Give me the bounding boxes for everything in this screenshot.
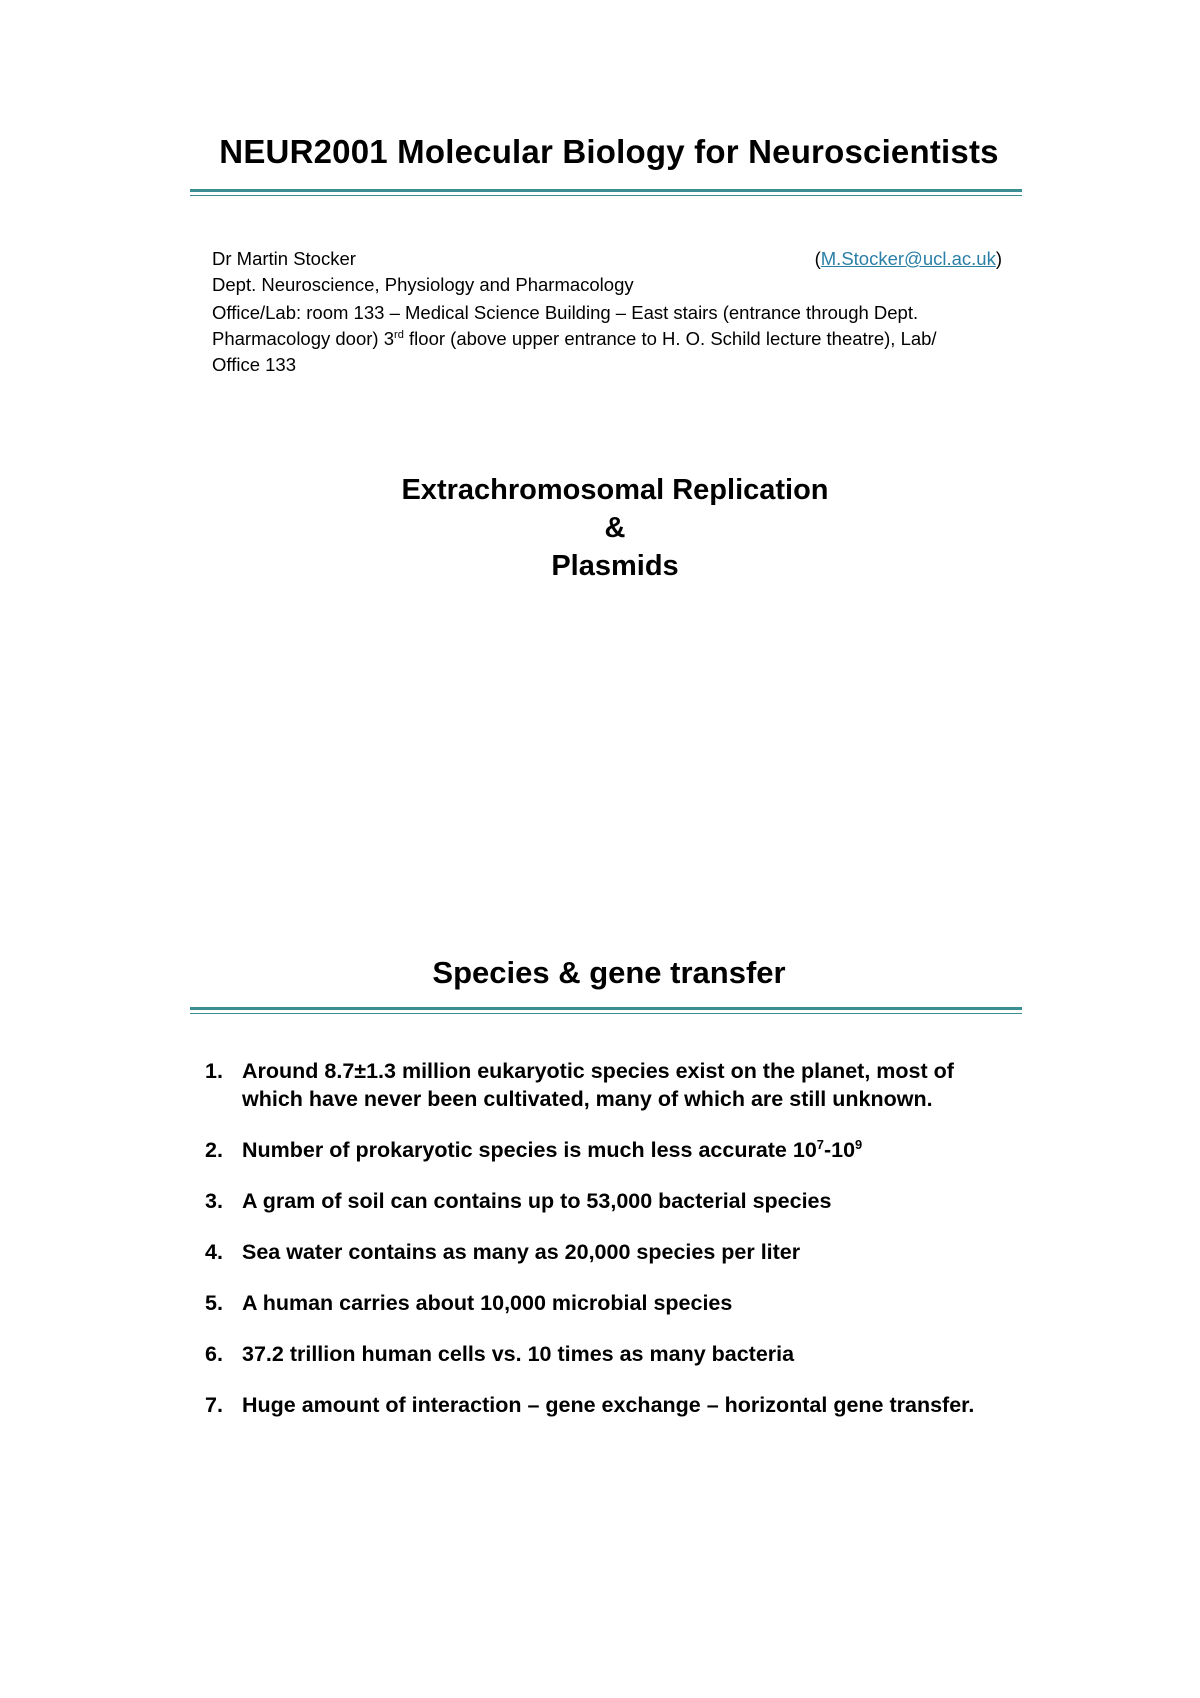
paren-open: ( xyxy=(814,248,821,269)
section-title: Species & gene transfer xyxy=(432,955,786,990)
page-title: NEUR2001 Molecular Biology for Neuroscientists xyxy=(219,133,999,170)
item-text: Sea water contains as many as 20,000 species per liter xyxy=(242,1240,801,1264)
paren-close: ) xyxy=(995,248,1002,269)
topic-line-2: & xyxy=(604,512,626,544)
contact-row xyxy=(212,246,1002,272)
topic-heading xyxy=(0,471,1200,585)
office-line-1: Office/Lab: room 133 – Medical Science Building – East stairs (entrance through Dept. xyxy=(212,302,919,323)
item-text: 37.2 trillion human cells vs. 10 times as many bacteria xyxy=(242,1342,795,1366)
item-text: -10 xyxy=(823,1138,856,1162)
list-item xyxy=(205,1187,1005,1215)
item-text: Around 8.7±1.3 million eukaryotic species exist on the planet, most of which have never been cultivated, many of which are still unknown. xyxy=(242,1059,954,1111)
list-item xyxy=(205,1057,1005,1113)
office-line-2 xyxy=(212,326,1002,352)
item-number: 6. xyxy=(205,1342,223,1366)
item-text: Huge amount of interaction – gene exchange – horizontal gene transfer. xyxy=(242,1393,975,1417)
item-number: 1. xyxy=(205,1059,223,1083)
author-name: Dr Martin Stocker xyxy=(212,248,356,269)
item-number: 3. xyxy=(205,1189,223,1213)
title-divider xyxy=(190,189,1022,196)
item-number: 7. xyxy=(205,1393,223,1417)
item-text: A gram of soil can contains up to 53,000 bacterial species xyxy=(242,1189,832,1213)
section-divider xyxy=(190,1007,1022,1014)
list-item xyxy=(205,1238,1005,1266)
list-item xyxy=(205,1136,1005,1164)
email-link[interactable]: M.Stocker@ucl.ac.uk xyxy=(820,248,996,269)
item-number: 5. xyxy=(205,1291,223,1315)
office-line-2-sup: rd xyxy=(394,328,404,341)
department: Dept. Neuroscience, Physiology and Pharmacology xyxy=(212,274,634,295)
topic-line-3: Plasmids xyxy=(551,550,679,582)
item-number: 2. xyxy=(205,1138,223,1162)
item-text: A human carries about 10,000 microbial species xyxy=(242,1291,733,1315)
office-line-2-post: floor (above upper entrance to H. O. Schild lecture theatre), Lab/ xyxy=(403,328,937,349)
list-item xyxy=(205,1340,1005,1368)
office-line-3: Office 133 xyxy=(212,354,296,375)
contact-block xyxy=(212,246,1002,378)
item-text: Number of prokaryotic species is much less accurate 10 xyxy=(242,1138,817,1162)
item-exponent: 9 xyxy=(855,1136,863,1152)
office-line-2-pre: Pharmacology door) 3 xyxy=(212,328,395,349)
item-exponent: 7 xyxy=(816,1136,824,1152)
item-number: 4. xyxy=(205,1240,223,1264)
list-item xyxy=(205,1289,1005,1317)
topic-line-1: Extrachromosomal Replication xyxy=(401,474,829,506)
fact-list xyxy=(205,1057,1005,1442)
email-wrapper xyxy=(815,246,1002,272)
list-item xyxy=(205,1391,1005,1419)
